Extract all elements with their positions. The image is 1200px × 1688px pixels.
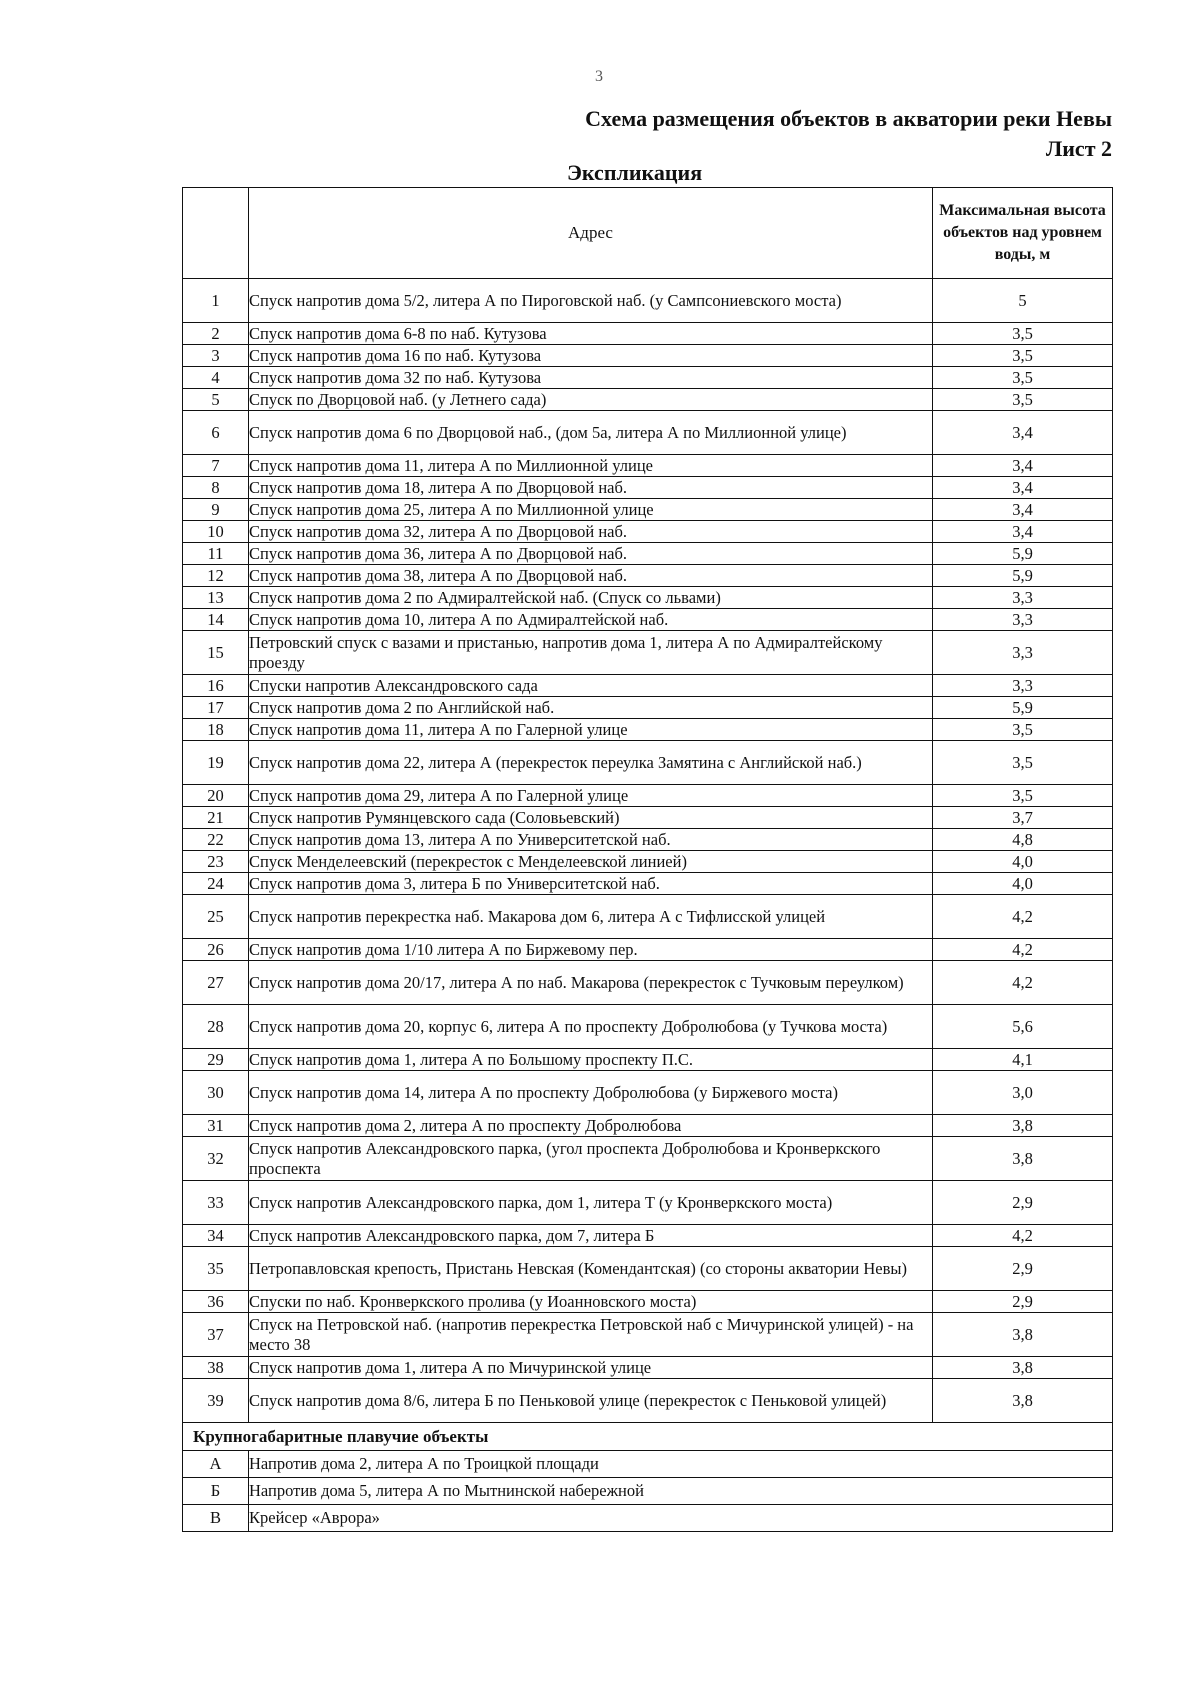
row-number: 26	[183, 939, 249, 961]
table-row	[183, 939, 1113, 961]
table-row	[183, 499, 1113, 521]
row-number: 31	[183, 1115, 249, 1137]
floating-object-row	[183, 1451, 1113, 1478]
header-number-cell	[183, 188, 249, 279]
table-row	[183, 1247, 1113, 1291]
row-address: Спуск на Петровской наб. (напротив перекрестка Петровской наб с Мичуринской улицей) - на место 38	[249, 1313, 933, 1357]
row-max-height: 5,6	[933, 1005, 1113, 1049]
row-address: Спуск напротив дома 14, литера А по проспекту Добролюбова (у Биржевого моста)	[249, 1071, 933, 1115]
floating-object-letter: А	[183, 1451, 249, 1478]
table-row	[183, 851, 1113, 873]
row-max-height: 3,5	[933, 785, 1113, 807]
table-row	[183, 279, 1113, 323]
row-max-height: 3,5	[933, 741, 1113, 785]
row-max-height: 3,0	[933, 1071, 1113, 1115]
table-row	[183, 631, 1113, 675]
row-max-height: 3,3	[933, 587, 1113, 609]
row-max-height: 3,4	[933, 477, 1113, 499]
table-row	[183, 1005, 1113, 1049]
table-row	[183, 719, 1113, 741]
row-number: 36	[183, 1291, 249, 1313]
row-max-height: 4,1	[933, 1049, 1113, 1071]
table-row	[183, 1313, 1113, 1357]
row-number: 23	[183, 851, 249, 873]
row-max-height: 4,0	[933, 873, 1113, 895]
row-address: Спуск напротив дома 1, литера А по Большому проспекту П.С.	[249, 1049, 933, 1071]
row-number: 20	[183, 785, 249, 807]
table-row	[183, 1225, 1113, 1247]
row-number: 1	[183, 279, 249, 323]
row-address: Спуск напротив дома 20/17, литера А по наб. Макарова (перекресток с Тучковым переулком)	[249, 961, 933, 1005]
explication-title: Экспликация	[567, 160, 703, 185]
row-max-height: 3,8	[933, 1379, 1113, 1423]
row-max-height: 4,2	[933, 961, 1113, 1005]
table-row	[183, 389, 1113, 411]
row-number: 15	[183, 631, 249, 675]
table-row	[183, 961, 1113, 1005]
row-address: Спуск напротив дома 6-8 по наб. Кутузова	[249, 323, 933, 345]
floating-object-letter: Б	[183, 1478, 249, 1505]
table-row	[183, 521, 1113, 543]
table-row	[183, 785, 1113, 807]
row-address: Спуск напротив дома 22, литера А (перекресток переулка Замятина с Английской наб.)	[249, 741, 933, 785]
row-max-height: 5,9	[933, 565, 1113, 587]
row-address: Спуск напротив Румянцевского сада (Соловьевский)	[249, 807, 933, 829]
table-row	[183, 543, 1113, 565]
floating-objects-body	[183, 1423, 1113, 1532]
row-address: Спуск Менделеевский (перекресток с Менделеевской линией)	[249, 851, 933, 873]
row-max-height: 3,5	[933, 719, 1113, 741]
row-number: 32	[183, 1137, 249, 1181]
floating-object-letter: В	[183, 1505, 249, 1532]
row-address: Спуск напротив дома 25, литера А по Миллионной улице	[249, 499, 933, 521]
table-row	[183, 1291, 1113, 1313]
row-max-height: 3,8	[933, 1137, 1113, 1181]
row-address: Спуск напротив дома 11, литера А по Миллионной улице	[249, 455, 933, 477]
table-row	[183, 411, 1113, 455]
row-number: 18	[183, 719, 249, 741]
row-max-height: 3,5	[933, 345, 1113, 367]
row-max-height: 2,9	[933, 1181, 1113, 1225]
document-title: Схема размещения объектов в акватории реки Невы	[585, 106, 1112, 131]
row-address: Спуски по наб. Кронверкского пролива (у Иоанновского моста)	[249, 1291, 933, 1313]
row-max-height: 3,7	[933, 807, 1113, 829]
row-max-height: 3,4	[933, 455, 1113, 477]
row-address: Спуск напротив дома 1, литера А по Мичуринской улице	[249, 1357, 933, 1379]
row-number: 19	[183, 741, 249, 785]
row-max-height: 4,2	[933, 1225, 1113, 1247]
row-max-height: 3,5	[933, 389, 1113, 411]
table-row	[183, 807, 1113, 829]
table-row	[183, 1071, 1113, 1115]
row-max-height: 3,3	[933, 675, 1113, 697]
row-address: Спуск напротив дома 16 по наб. Кутузова	[249, 345, 933, 367]
table-row	[183, 367, 1113, 389]
row-number: 24	[183, 873, 249, 895]
row-address: Спуск напротив дома 32 по наб. Кутузова	[249, 367, 933, 389]
table-row	[183, 829, 1113, 851]
table-row	[183, 873, 1113, 895]
row-number: 9	[183, 499, 249, 521]
row-number: 12	[183, 565, 249, 587]
row-address: Спуск напротив дома 32, литера А по Дворцовой наб.	[249, 521, 933, 543]
row-max-height: 4,2	[933, 939, 1113, 961]
row-max-height: 3,4	[933, 521, 1113, 543]
row-address: Спуск напротив дома 2 по Английской наб.	[249, 697, 933, 719]
header-address: Адрес	[249, 188, 933, 279]
row-max-height: 3,5	[933, 367, 1113, 389]
row-number: 35	[183, 1247, 249, 1291]
table-row	[183, 565, 1113, 587]
row-max-height: 3,3	[933, 609, 1113, 631]
explication-table	[182, 187, 1113, 1532]
row-address: Спуск напротив Александровского парка, (угол проспекта Добролюбова и Кронверкского проспекта	[249, 1137, 933, 1181]
row-address: Спуск по Дворцовой наб. (у Летнего сада)	[249, 389, 933, 411]
row-max-height: 2,9	[933, 1291, 1113, 1313]
row-number: 29	[183, 1049, 249, 1071]
row-max-height: 2,9	[933, 1247, 1113, 1291]
row-address: Спуск напротив дома 36, литера А по Дворцовой наб.	[249, 543, 933, 565]
row-address: Спуск напротив дома 20, корпус 6, литера А по проспекту Добролюбова (у Тучкова моста)	[249, 1005, 933, 1049]
floating-object-row	[183, 1478, 1113, 1505]
table-row	[183, 1049, 1113, 1071]
table-body	[183, 279, 1113, 1423]
row-number: 33	[183, 1181, 249, 1225]
header-max-height: Максимальная высота объектов над уровнем воды, м	[933, 188, 1113, 279]
row-address: Спуск напротив дома 11, литера А по Галерной улице	[249, 719, 933, 741]
row-address: Петровский спуск с вазами и пристанью, напротив дома 1, литера А по Адмиралтейскому проезду	[249, 631, 933, 675]
row-number: 3	[183, 345, 249, 367]
row-number: 13	[183, 587, 249, 609]
row-address: Спуск напротив дома 8/6, литера Б по Пеньковой улице (перекресток с Пеньковой улицей)	[249, 1379, 933, 1423]
row-number: 17	[183, 697, 249, 719]
row-address: Спуск напротив дома 29, литера А по Галерной улице	[249, 785, 933, 807]
table-row	[183, 1379, 1113, 1423]
row-number: 38	[183, 1357, 249, 1379]
table-row	[183, 609, 1113, 631]
row-address: Спуск напротив дома 13, литера А по Университетской наб.	[249, 829, 933, 851]
row-address: Спуск напротив Александровского парка, дом 1, литера Т (у Кронверкского моста)	[249, 1181, 933, 1225]
row-max-height: 3,8	[933, 1115, 1113, 1137]
row-number: 6	[183, 411, 249, 455]
table-row	[183, 587, 1113, 609]
table-row	[183, 1137, 1113, 1181]
row-address: Спуск напротив дома 2 по Адмиралтейской наб. (Спуск со львами)	[249, 587, 933, 609]
row-max-height: 5,9	[933, 697, 1113, 719]
table-row	[183, 1181, 1113, 1225]
row-number: 37	[183, 1313, 249, 1357]
row-number: 21	[183, 807, 249, 829]
row-max-height: 3,3	[933, 631, 1113, 675]
row-max-height: 4,8	[933, 829, 1113, 851]
row-number: 8	[183, 477, 249, 499]
table-row	[183, 455, 1113, 477]
row-number: 16	[183, 675, 249, 697]
table-row	[183, 1357, 1113, 1379]
row-address: Спуск напротив дома 5/2, литера А по Пироговской наб. (у Сампсониевского моста)	[249, 279, 933, 323]
row-max-height: 3,8	[933, 1313, 1113, 1357]
row-max-height: 3,5	[933, 323, 1113, 345]
floating-object-address: Напротив дома 2, литера А по Троицкой площади	[249, 1451, 1113, 1478]
row-number: 25	[183, 895, 249, 939]
row-address: Спуск напротив дома 1/10 литера А по Биржевому пер.	[249, 939, 933, 961]
row-max-height: 3,8	[933, 1357, 1113, 1379]
row-address: Спуски напротив Александровского сада	[249, 675, 933, 697]
floating-object-row	[183, 1505, 1113, 1532]
row-max-height: 4,2	[933, 895, 1113, 939]
row-number: 14	[183, 609, 249, 631]
table-header-row	[183, 188, 1113, 279]
row-address: Спуск напротив дома 3, литера Б по Университетской наб.	[249, 873, 933, 895]
table-row	[183, 477, 1113, 499]
table-row	[183, 675, 1113, 697]
sheet-label: Лист 2	[1045, 136, 1112, 161]
row-number: 10	[183, 521, 249, 543]
row-number: 34	[183, 1225, 249, 1247]
table-row	[183, 741, 1113, 785]
row-number: 7	[183, 455, 249, 477]
row-number: 22	[183, 829, 249, 851]
table-row	[183, 895, 1113, 939]
row-address: Спуск напротив дома 6 по Дворцовой наб., (дом 5а, литера А по Миллионной улице)	[249, 411, 933, 455]
row-number: 30	[183, 1071, 249, 1115]
row-max-height: 4,0	[933, 851, 1113, 873]
row-number: 11	[183, 543, 249, 565]
row-number: 27	[183, 961, 249, 1005]
row-address: Спуск напротив дома 2, литера А по проспекту Добролюбова	[249, 1115, 933, 1137]
row-address: Спуск напротив дома 38, литера А по Дворцовой наб.	[249, 565, 933, 587]
row-max-height: 3,4	[933, 411, 1113, 455]
page-mark: 3	[595, 68, 603, 85]
row-max-height: 3,4	[933, 499, 1113, 521]
floating-object-address: Крейсер «Аврора»	[249, 1505, 1113, 1532]
row-address: Петропавловская крепость, Пристань Невская (Комендантская) (со стороны акватории Невы)	[249, 1247, 933, 1291]
row-max-height: 5,9	[933, 543, 1113, 565]
section-title: Крупногабаритные плавучие объекты	[183, 1423, 1113, 1451]
row-max-height: 5	[933, 279, 1113, 323]
table-row	[183, 1115, 1113, 1137]
row-number: 2	[183, 323, 249, 345]
row-number: 5	[183, 389, 249, 411]
table-row	[183, 697, 1113, 719]
row-number: 28	[183, 1005, 249, 1049]
table-row	[183, 323, 1113, 345]
floating-object-address: Напротив дома 5, литера А по Мытнинской набережной	[249, 1478, 1113, 1505]
row-number: 39	[183, 1379, 249, 1423]
row-address: Спуск напротив дома 18, литера А по Дворцовой наб.	[249, 477, 933, 499]
row-address: Спуск напротив Александровского парка, дом 7, литера Б	[249, 1225, 933, 1247]
table-row	[183, 345, 1113, 367]
row-address: Спуск напротив дома 10, литера А по Адмиралтейской наб.	[249, 609, 933, 631]
row-number: 4	[183, 367, 249, 389]
row-address: Спуск напротив перекрестка наб. Макарова дом 6, литера А с Тифлисской улицей	[249, 895, 933, 939]
section-row	[183, 1423, 1113, 1451]
